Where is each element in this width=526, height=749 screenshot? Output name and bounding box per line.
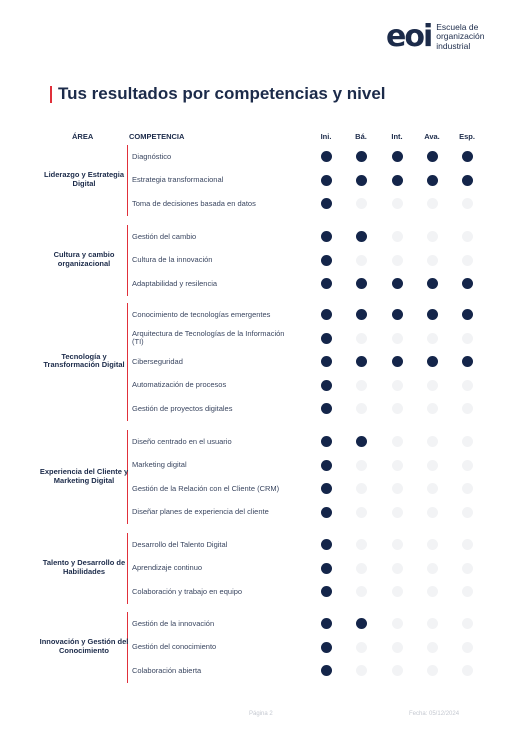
level-dot-empty [356,255,367,266]
competency-name: Gestión del conocimiento [132,642,217,651]
area-name: Talento y Desarrollo de Habilidades [42,558,126,576]
level-dot-filled [321,563,332,574]
level-dot-empty [427,507,438,518]
level-dot-filled [321,507,332,518]
level-dot-empty [392,563,403,574]
level-dot-filled [356,151,367,162]
competency-row [132,454,512,478]
level-dot-filled [427,151,438,162]
level-dot-empty [427,642,438,653]
page-title [50,84,386,104]
competency-row [132,327,512,351]
level-dot-filled [356,356,367,367]
level-dot-empty [462,231,473,242]
level-dot-empty [392,618,403,629]
level-dot-empty [462,255,473,266]
header-competencia: COMPETENCIA [129,132,185,141]
level-dot-filled [321,198,332,209]
level-dot-empty [462,507,473,518]
competency-name: Toma de decisiones basada en datos [132,198,256,208]
competency-row [132,612,512,636]
competency-row [132,533,512,557]
level-dot-filled [321,483,332,494]
level-dot-empty [356,483,367,494]
level-dot-empty [356,403,367,414]
level-dot-empty [356,333,367,344]
level-dot-empty [427,665,438,676]
level-dot-filled [462,151,473,162]
competency-name: Colaboración y trabajo en equipo [132,586,243,596]
level-dot-empty [427,563,438,574]
level-dot-filled [392,278,403,289]
level-dot-empty [427,483,438,494]
level-dot-filled [462,278,473,289]
level-dot-empty [427,380,438,391]
competency-row [132,350,512,374]
level-dot-empty [427,231,438,242]
level-dot-empty [392,198,403,209]
level-dot-empty [427,436,438,447]
level-dot-filled [321,460,332,471]
level-dot-filled [356,436,367,447]
competency-name: Gestión de la Relación con el Cliente (CRM) [132,483,280,493]
logo-text: Escuela de organización industrial [436,21,485,51]
competency-name: Gestión del cambio [132,231,197,241]
header-level-ini: Ini. [320,132,332,141]
level-dot-empty [462,586,473,597]
level-dot-empty [356,380,367,391]
level-dot-empty [462,460,473,471]
eoi-logo [386,19,496,54]
level-dot-empty [392,333,403,344]
level-dot-filled [321,231,332,242]
competency-name: Marketing digital [132,460,187,469]
level-dot-filled [462,309,473,320]
level-dot-empty [462,483,473,494]
level-dot-empty [462,642,473,653]
level-dot-empty [462,403,473,414]
title-accent-bar [50,86,52,103]
competency-row [132,169,512,193]
level-dot-filled [392,356,403,367]
competency-name: Colaboración abierta [132,665,202,675]
footer-date: Fecha: 05/12/2024 [409,711,460,717]
competency-row [132,501,512,525]
competency-name: Diseñar planes de experiencia del cliente [132,507,269,516]
level-dot-empty [356,563,367,574]
level-dot-empty [392,380,403,391]
level-dot-empty [462,618,473,629]
level-dot-filled [427,278,438,289]
level-dot-filled [321,278,332,289]
level-dot-filled [356,309,367,320]
competency-row [132,249,512,273]
competency-row [132,580,512,604]
competency-name: Arquitectura de Tecnologías de la Información (TI) [132,328,285,347]
competency-name: Adaptabilidad y resilencia [132,278,218,288]
level-dot-filled [321,380,332,391]
level-dot-filled [321,618,332,629]
header-area: ÁREA [72,132,94,141]
competency-name: Estrategia transformacional [132,175,224,184]
level-dot-empty [462,380,473,391]
level-dot-filled [321,356,332,367]
competency-name: Desarrollo del Talento Digital [132,539,228,549]
competency-row [132,303,512,327]
level-dot-empty [356,586,367,597]
level-dot-empty [427,586,438,597]
level-dot-empty [356,507,367,518]
competency-name: Ciberseguridad [132,356,183,366]
footer-page: Página 2 [249,711,273,717]
competency-row [132,636,512,660]
competency-name: Aprendizaje continuo [132,563,203,572]
level-dot-filled [321,436,332,447]
level-dot-empty [356,539,367,550]
level-dot-empty [427,539,438,550]
logo-mark: eoi [386,19,432,54]
level-dot-empty [392,665,403,676]
header-level-ba: Bá. [355,132,367,141]
level-dot-filled [462,356,473,367]
level-dot-filled [392,175,403,186]
level-dot-filled [427,175,438,186]
level-dot-empty [427,333,438,344]
competency-row [132,272,512,296]
competency-row [132,145,512,169]
level-dot-filled [321,333,332,344]
competency-row [132,192,512,216]
level-dot-empty [462,436,473,447]
area-name: Liderazgo y Estrategia Digital [43,170,125,188]
competency-row [132,477,512,501]
competency-row [132,397,512,421]
area-name: Experiencia del Cliente y Marketing Digital [39,467,129,485]
level-dot-empty [392,436,403,447]
level-dot-empty [356,198,367,209]
competency-name: Diagnóstico [132,151,172,161]
level-dot-empty [392,231,403,242]
level-dot-empty [392,255,403,266]
level-dot-empty [356,642,367,653]
level-dot-filled [321,175,332,186]
level-dot-empty [427,460,438,471]
level-dot-filled [321,151,332,162]
level-dot-empty [462,665,473,676]
level-dot-empty [427,403,438,414]
competency-name: Conocimiento de tecnologías emergentes [132,309,271,319]
level-dot-empty [392,539,403,550]
competency-row [132,659,512,683]
level-dot-empty [392,642,403,653]
level-dot-empty [356,665,367,676]
level-dot-filled [356,618,367,629]
level-dot-filled [321,403,332,414]
level-dot-filled [427,356,438,367]
level-dot-filled [462,175,473,186]
area-name: Innovación y Gestión del Conocimiento [39,637,129,655]
level-dot-empty [427,255,438,266]
level-dot-filled [427,309,438,320]
page-title-text: Tus resultados por competencias y nivel [58,84,386,103]
level-dot-empty [392,403,403,414]
competency-row [132,430,512,454]
level-dot-empty [462,563,473,574]
level-dot-empty [392,586,403,597]
level-dot-filled [356,175,367,186]
level-dot-filled [321,539,332,550]
level-dot-filled [321,586,332,597]
competency-name: Gestión de la innovación [132,618,215,628]
level-dot-empty [427,618,438,629]
area-name: Cultura y cambio organizacional [53,250,115,268]
competency-row [132,225,512,249]
level-dot-empty [356,460,367,471]
competency-row [132,374,512,398]
level-dot-filled [321,309,332,320]
competency-name: Diseño centrado en el usuario [132,436,232,446]
level-dot-empty [427,198,438,209]
competency-name: Cultura de la innovación [132,255,213,264]
header-level-int: Int. [391,132,403,141]
level-dot-empty [392,460,403,471]
level-dot-empty [392,483,403,494]
competency-name: Gestión de proyectos digitales [132,403,233,413]
competency-row [132,557,512,581]
level-dot-filled [321,642,332,653]
level-dot-filled [321,255,332,266]
level-dot-empty [462,333,473,344]
level-dot-filled [356,278,367,289]
level-dot-empty [392,507,403,518]
level-dot-empty [462,198,473,209]
level-dot-filled [392,151,403,162]
header-level-esp: Esp. [459,132,475,141]
level-dot-filled [321,665,332,676]
area-name: Tecnología y Transformación Digital [43,351,125,370]
level-dot-filled [392,309,403,320]
level-dot-empty [462,539,473,550]
level-dot-filled [356,231,367,242]
header-level-ava: Ava. [424,132,440,141]
competency-name: Automatización de procesos [132,380,227,389]
